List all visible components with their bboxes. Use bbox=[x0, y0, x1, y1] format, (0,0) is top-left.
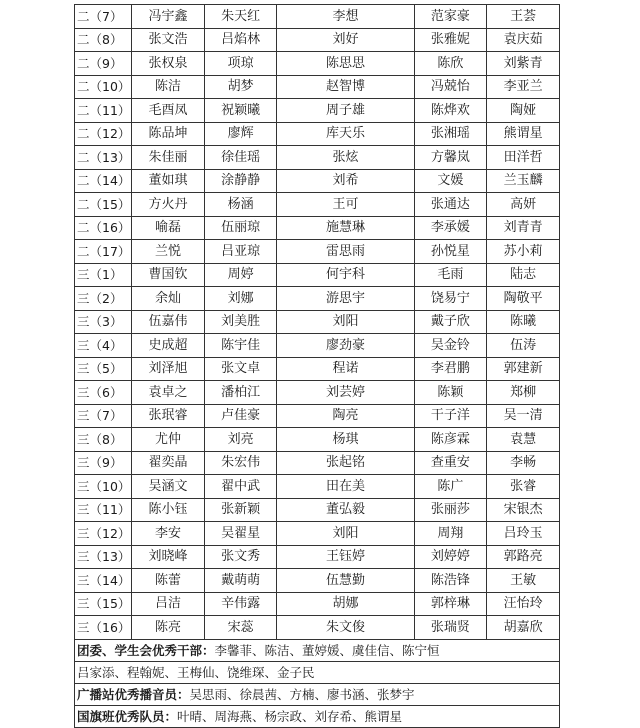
table-row bbox=[75, 169, 560, 193]
name-cell: 郭梓琳 bbox=[414, 592, 487, 616]
name-cell: 陈欣 bbox=[414, 52, 487, 76]
name-cell: 雷思雨 bbox=[277, 240, 414, 264]
name-cell: 李亚兰 bbox=[487, 75, 560, 99]
name-cell: 刘芸婷 bbox=[277, 381, 414, 405]
name-cell: 刘青青 bbox=[487, 216, 560, 240]
table-row bbox=[75, 5, 560, 29]
name-cell: 朱宏伟 bbox=[204, 451, 277, 475]
name-cell: 喻磊 bbox=[132, 216, 205, 240]
table-row bbox=[75, 498, 560, 522]
class-cell: 三（3） bbox=[75, 310, 132, 334]
name-cell: 陈广 bbox=[414, 475, 487, 499]
name-cell: 袁庆茹 bbox=[487, 28, 560, 52]
name-cell: 施慧琳 bbox=[277, 216, 414, 240]
name-cell: 翟奕晶 bbox=[132, 451, 205, 475]
name-cell: 张睿 bbox=[487, 475, 560, 499]
name-cell: 刘婷婷 bbox=[414, 545, 487, 569]
class-cell: 三（13） bbox=[75, 545, 132, 569]
class-cell: 三（4） bbox=[75, 334, 132, 358]
name-cell: 张炫 bbox=[277, 146, 414, 170]
name-cell: 周翔 bbox=[414, 522, 487, 546]
table-row bbox=[75, 240, 560, 264]
name-cell: 毛酉凤 bbox=[132, 99, 205, 123]
name-cell: 查重安 bbox=[414, 451, 487, 475]
name-cell: 陈蕾 bbox=[132, 569, 205, 593]
name-cell: 刘紫青 bbox=[487, 52, 560, 76]
name-cell: 张通达 bbox=[414, 193, 487, 217]
name-cell: 吴翟星 bbox=[204, 522, 277, 546]
name-cell: 何宇科 bbox=[277, 263, 414, 287]
name-cell: 陈烨欢 bbox=[414, 99, 487, 123]
table-row bbox=[75, 545, 560, 569]
name-cell: 吴一清 bbox=[487, 404, 560, 428]
honor-roll-sheet bbox=[74, 4, 560, 728]
class-cell: 三（15） bbox=[75, 592, 132, 616]
league-cadres-label: 团委、学生会优秀干部： bbox=[77, 642, 215, 658]
name-cell: 陶亮 bbox=[277, 404, 414, 428]
name-cell: 廖辉 bbox=[204, 122, 277, 146]
name-cell: 李想 bbox=[277, 5, 414, 29]
name-cell: 董如琪 bbox=[132, 169, 205, 193]
name-cell: 周婷 bbox=[204, 263, 277, 287]
name-cell: 文媛 bbox=[414, 169, 487, 193]
name-cell: 胡梦 bbox=[204, 75, 277, 99]
name-cell: 李畅 bbox=[487, 451, 560, 475]
class-cell: 三（12） bbox=[75, 522, 132, 546]
class-cell: 三（16） bbox=[75, 616, 132, 640]
name-cell: 刘希 bbox=[277, 169, 414, 193]
name-cell: 刘娜 bbox=[204, 287, 277, 311]
class-cell: 二（15） bbox=[75, 193, 132, 217]
class-cell: 二（7） bbox=[75, 5, 132, 29]
name-cell: 史成超 bbox=[132, 334, 205, 358]
name-cell: 杨涵 bbox=[204, 193, 277, 217]
honor-roll-table bbox=[74, 4, 560, 640]
name-cell: 张雅妮 bbox=[414, 28, 487, 52]
name-cell: 刘亮 bbox=[204, 428, 277, 452]
name-cell: 徐佳瑶 bbox=[204, 146, 277, 170]
league-cadres-line-cont bbox=[75, 662, 559, 684]
name-cell: 卢佳豪 bbox=[204, 404, 277, 428]
name-cell: 刘好 bbox=[277, 28, 414, 52]
class-cell: 二（17） bbox=[75, 240, 132, 264]
name-cell: 张权泉 bbox=[132, 52, 205, 76]
name-cell: 余灿 bbox=[132, 287, 205, 311]
table-body bbox=[75, 5, 560, 640]
name-cell: 伍丽琼 bbox=[204, 216, 277, 240]
table-row bbox=[75, 475, 560, 499]
name-cell: 干子洋 bbox=[414, 404, 487, 428]
table-row bbox=[75, 287, 560, 311]
name-cell: 胡娜 bbox=[277, 592, 414, 616]
class-cell: 三（1） bbox=[75, 263, 132, 287]
name-cell: 陈品坤 bbox=[132, 122, 205, 146]
class-cell: 三（2） bbox=[75, 287, 132, 311]
table-row bbox=[75, 522, 560, 546]
name-cell: 陈亮 bbox=[132, 616, 205, 640]
name-cell: 游思宇 bbox=[277, 287, 414, 311]
name-cell: 胡嘉欣 bbox=[487, 616, 560, 640]
table-row bbox=[75, 146, 560, 170]
name-cell: 刘阳 bbox=[277, 310, 414, 334]
table-row bbox=[75, 193, 560, 217]
table-row bbox=[75, 310, 560, 334]
name-cell: 王钰婷 bbox=[277, 545, 414, 569]
name-cell: 吕亚琼 bbox=[204, 240, 277, 264]
name-cell: 王敏 bbox=[487, 569, 560, 593]
name-cell: 张丽莎 bbox=[414, 498, 487, 522]
league-cadres-line bbox=[75, 640, 559, 662]
table-row bbox=[75, 334, 560, 358]
table-row bbox=[75, 263, 560, 287]
name-cell: 杨琪 bbox=[277, 428, 414, 452]
name-cell: 吴涵文 bbox=[132, 475, 205, 499]
name-cell: 陈彦霖 bbox=[414, 428, 487, 452]
name-cell: 王可 bbox=[277, 193, 414, 217]
name-cell: 库天乐 bbox=[277, 122, 414, 146]
class-cell: 三（7） bbox=[75, 404, 132, 428]
name-cell: 张湘瑶 bbox=[414, 122, 487, 146]
table-row bbox=[75, 357, 560, 381]
name-cell: 戴萌萌 bbox=[204, 569, 277, 593]
class-cell: 二（16） bbox=[75, 216, 132, 240]
table-row bbox=[75, 52, 560, 76]
name-cell: 王荟 bbox=[487, 5, 560, 29]
name-cell: 陆志 bbox=[487, 263, 560, 287]
name-cell: 祝颖曦 bbox=[204, 99, 277, 123]
name-cell: 张文卓 bbox=[204, 357, 277, 381]
name-cell: 刘泽旭 bbox=[132, 357, 205, 381]
class-cell: 三（5） bbox=[75, 357, 132, 381]
table-row bbox=[75, 428, 560, 452]
name-cell: 张起铭 bbox=[277, 451, 414, 475]
name-cell: 朱天红 bbox=[204, 5, 277, 29]
name-cell: 程诺 bbox=[277, 357, 414, 381]
table-row bbox=[75, 451, 560, 475]
table-row bbox=[75, 75, 560, 99]
name-cell: 陈曦 bbox=[487, 310, 560, 334]
name-cell: 陶娅 bbox=[487, 99, 560, 123]
name-cell: 宋银杰 bbox=[487, 498, 560, 522]
name-cell: 苏小莉 bbox=[487, 240, 560, 264]
flag-team-label: 国旗班优秀队员： bbox=[77, 708, 178, 724]
name-cell: 涂静静 bbox=[204, 169, 277, 193]
table-row bbox=[75, 381, 560, 405]
name-cell: 冯兢怡 bbox=[414, 75, 487, 99]
name-cell: 田在美 bbox=[277, 475, 414, 499]
name-cell: 陈宇佳 bbox=[204, 334, 277, 358]
name-cell: 冯宇鑫 bbox=[132, 5, 205, 29]
name-cell: 张新颖 bbox=[204, 498, 277, 522]
class-cell: 二（9） bbox=[75, 52, 132, 76]
league-cadres-names-cont: 吕家添、程翰妮、王梅仙、饶维琛、金子民 bbox=[77, 664, 315, 680]
name-cell: 郭建新 bbox=[487, 357, 560, 381]
class-cell: 三（14） bbox=[75, 569, 132, 593]
name-cell: 方馨岚 bbox=[414, 146, 487, 170]
name-cell: 方火丹 bbox=[132, 193, 205, 217]
name-cell: 赵智博 bbox=[277, 75, 414, 99]
name-cell: 毛雨 bbox=[414, 263, 487, 287]
name-cell: 潘柏江 bbox=[204, 381, 277, 405]
class-cell: 三（6） bbox=[75, 381, 132, 405]
name-cell: 翟中武 bbox=[204, 475, 277, 499]
class-cell: 二（10） bbox=[75, 75, 132, 99]
class-cell: 二（14） bbox=[75, 169, 132, 193]
table-row bbox=[75, 216, 560, 240]
name-cell: 伍嘉伟 bbox=[132, 310, 205, 334]
name-cell: 高妍 bbox=[487, 193, 560, 217]
class-cell: 二（8） bbox=[75, 28, 132, 52]
table-row bbox=[75, 404, 560, 428]
flag-team-line bbox=[75, 706, 559, 728]
broadcast-names: 吴思雨、徐晨茜、方楠、廖书涵、张梦宇 bbox=[189, 686, 415, 702]
name-cell: 孙悦星 bbox=[414, 240, 487, 264]
name-cell: 陶敬平 bbox=[487, 287, 560, 311]
name-cell: 熊谓星 bbox=[487, 122, 560, 146]
name-cell: 陈思思 bbox=[277, 52, 414, 76]
name-cell: 陈颖 bbox=[414, 381, 487, 405]
name-cell: 饶易宁 bbox=[414, 287, 487, 311]
name-cell: 兰玉麟 bbox=[487, 169, 560, 193]
name-cell: 陈浩锋 bbox=[414, 569, 487, 593]
name-cell: 吕玲玉 bbox=[487, 522, 560, 546]
name-cell: 张文秀 bbox=[204, 545, 277, 569]
name-cell: 伍慧勤 bbox=[277, 569, 414, 593]
name-cell: 陈洁 bbox=[132, 75, 205, 99]
table-row bbox=[75, 28, 560, 52]
name-cell: 刘美胜 bbox=[204, 310, 277, 334]
name-cell: 曹国钦 bbox=[132, 263, 205, 287]
name-cell: 张珉睿 bbox=[132, 404, 205, 428]
class-cell: 三（9） bbox=[75, 451, 132, 475]
table-row bbox=[75, 592, 560, 616]
table-row bbox=[75, 569, 560, 593]
name-cell: 朱佳丽 bbox=[132, 146, 205, 170]
name-cell: 廖劲豪 bbox=[277, 334, 414, 358]
name-cell: 伍涛 bbox=[487, 334, 560, 358]
class-cell: 三（11） bbox=[75, 498, 132, 522]
name-cell: 李承媛 bbox=[414, 216, 487, 240]
name-cell: 刘阳 bbox=[277, 522, 414, 546]
table-row bbox=[75, 99, 560, 123]
class-cell: 三（10） bbox=[75, 475, 132, 499]
name-cell: 朱文俊 bbox=[277, 616, 414, 640]
class-cell: 二（11） bbox=[75, 99, 132, 123]
name-cell: 项琼 bbox=[204, 52, 277, 76]
table-row bbox=[75, 122, 560, 146]
name-cell: 陈小钰 bbox=[132, 498, 205, 522]
name-cell: 周子雄 bbox=[277, 99, 414, 123]
name-cell: 宋蕊 bbox=[204, 616, 277, 640]
broadcast-line bbox=[75, 684, 559, 706]
table-row bbox=[75, 616, 560, 640]
class-cell: 三（8） bbox=[75, 428, 132, 452]
broadcast-label: 广播站优秀播音员： bbox=[77, 686, 190, 702]
name-cell: 张瑞贤 bbox=[414, 616, 487, 640]
name-cell: 李君鹏 bbox=[414, 357, 487, 381]
name-cell: 辛伟露 bbox=[204, 592, 277, 616]
name-cell: 郑柳 bbox=[487, 381, 560, 405]
name-cell: 田洋哲 bbox=[487, 146, 560, 170]
name-cell: 刘晓峰 bbox=[132, 545, 205, 569]
name-cell: 吕焰林 bbox=[204, 28, 277, 52]
name-cell: 汪怡玲 bbox=[487, 592, 560, 616]
name-cell: 袁卓之 bbox=[132, 381, 205, 405]
name-cell: 张文浩 bbox=[132, 28, 205, 52]
class-cell: 二（12） bbox=[75, 122, 132, 146]
name-cell: 戴子欣 bbox=[414, 310, 487, 334]
name-cell: 李安 bbox=[132, 522, 205, 546]
award-notes bbox=[74, 640, 560, 728]
class-cell: 二（13） bbox=[75, 146, 132, 170]
name-cell: 袁慧 bbox=[487, 428, 560, 452]
name-cell: 范家豪 bbox=[414, 5, 487, 29]
name-cell: 董弘毅 bbox=[277, 498, 414, 522]
name-cell: 兰悦 bbox=[132, 240, 205, 264]
name-cell: 吕洁 bbox=[132, 592, 205, 616]
name-cell: 尤仲 bbox=[132, 428, 205, 452]
league-cadres-names: 李馨菲、陈洁、董婷媛、虞佳信、陈宁恒 bbox=[214, 642, 440, 658]
name-cell: 吴金铃 bbox=[414, 334, 487, 358]
flag-team-names: 叶晴、周海燕、杨宗政、刘存希、熊谓星 bbox=[177, 708, 403, 724]
name-cell: 郭路亮 bbox=[487, 545, 560, 569]
